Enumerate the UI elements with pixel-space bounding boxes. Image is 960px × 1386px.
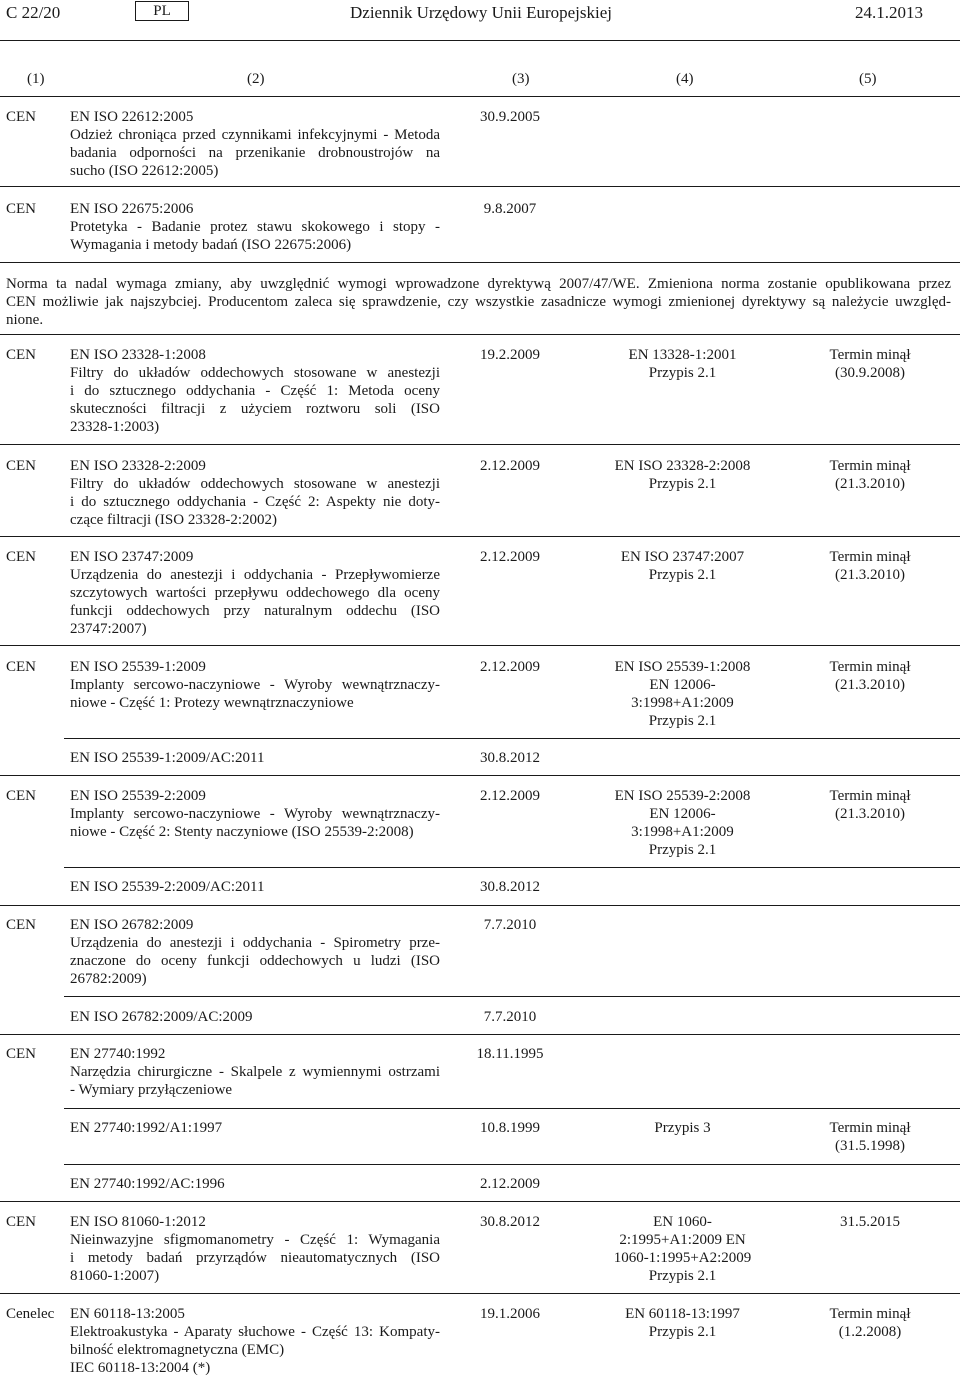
superseded-line: EN 1060- — [653, 1214, 712, 1230]
standard-reference: EN ISO 25539-2:2009/AC:2011 — [70, 879, 265, 895]
cessation-line: Termin minął — [829, 1306, 911, 1322]
organisation-cell: CEN — [6, 1214, 36, 1230]
standard-title-line: Elektroakustyka - Aparaty słuchowe - Część 13: Kompaty- — [70, 1324, 440, 1340]
organisation-cell: CEN — [6, 549, 36, 565]
table-rule — [64, 1108, 960, 1109]
standard-reference: EN 27740:1992 — [70, 1046, 166, 1062]
superseded-line: 2:1995+A1:2009 EN — [619, 1232, 746, 1248]
standard-reference: EN ISO 22612:2005 — [70, 109, 194, 125]
superseded-line: Przypis 3 — [654, 1120, 711, 1136]
table-rule — [0, 905, 960, 906]
superseded-line: Przypis 2.1 — [648, 1324, 717, 1340]
table-rule — [0, 262, 960, 263]
publication-date-cell: 18.11.1995 — [476, 1046, 544, 1062]
standard-cell — [70, 916, 440, 988]
standard-reference: EN ISO 81060-1:2012 — [70, 1214, 206, 1230]
standard-cell — [70, 749, 440, 767]
organisation-cell: CEN — [6, 458, 36, 474]
standard-title-line: sucho (ISO 22612:2005) — [70, 163, 219, 179]
standard-title-line: badania odporności na przenikanie drobnoustrojów na — [70, 145, 440, 161]
superseded-line: Przypis 2.1 — [648, 713, 717, 729]
superseded-line: EN 12006- — [649, 677, 716, 693]
table-rule — [0, 96, 960, 97]
standard-reference: EN ISO 23747:2009 — [70, 549, 194, 565]
superseded-line: Przypis 2.1 — [648, 1268, 717, 1284]
standard-title-line: Wymagania i metody badań (ISO 22675:2006) — [70, 237, 352, 253]
organisation-cell: Cenelec — [6, 1306, 55, 1322]
superseded-standard-cell — [580, 658, 785, 730]
cessation-line: (21.3.2010) — [835, 806, 905, 822]
table-rule — [0, 444, 960, 445]
superseded-standard-cell — [580, 457, 785, 493]
standard-title-line: i do sztucznego oddychania - Część 2: Aspekty nie doty- — [70, 494, 440, 510]
note-line: Norma ta nadal wymaga zmiany, aby uwzględnić wymogi wprowadzone dyrektywą 2007/47/WE. Zmieniona norma zostanie opublikowana przez — [6, 276, 951, 292]
standard-reference: EN ISO 25539-1:2009/AC:2011 — [70, 750, 265, 766]
cessation-line: Termin minął — [829, 549, 911, 565]
standard-reference: EN ISO 22675:2006 — [70, 201, 194, 217]
organisation-cell: CEN — [6, 1046, 36, 1062]
publication-date-cell: 10.8.1999 — [480, 1120, 540, 1136]
table-rule — [0, 645, 960, 646]
table-rule — [0, 1293, 960, 1294]
column-heading-1: (1) — [27, 71, 45, 87]
organisation-cell: CEN — [6, 109, 36, 125]
standard-title-line: Narzędzia chirurgiczne - Skalpele z wymiennymi ostrzami — [70, 1064, 440, 1080]
cessation-line: (21.3.2010) — [835, 677, 905, 693]
standard-title-line: - Wymiary przyłączeniowe — [70, 1082, 233, 1098]
standard-cell — [70, 1045, 440, 1099]
publication-date-cell: 7.7.2010 — [483, 1009, 537, 1025]
superseded-line: Przypis 2.1 — [648, 567, 717, 583]
standard-reference: EN 60118-13:2005 — [70, 1306, 185, 1322]
cessation-date-cell — [790, 346, 950, 382]
standard-title-line: Urządzenia do anestezji i oddychania - Spirometry prze- — [70, 935, 440, 951]
standard-title-line: i do sztucznego oddychania - Część 1: Metoda oceny — [70, 383, 440, 399]
table-rule — [0, 775, 960, 776]
superseded-line: EN ISO 25539-2:2008 — [614, 788, 751, 804]
journal-title: Dziennik Urzędowy Unii Europejskiej — [350, 3, 613, 22]
superseded-line: EN 12006- — [649, 806, 716, 822]
standard-cell — [70, 1213, 440, 1285]
standard-title-line: bilność elektromagnetyczna (EMC) — [70, 1342, 285, 1358]
superseded-line: Przypis 2.1 — [648, 842, 717, 858]
standard-reference: EN ISO 26782:2009 — [70, 917, 194, 933]
standard-cell — [70, 200, 440, 254]
standard-title-line: szczytowych wartości przepływu oddechowego dla oceny — [70, 585, 440, 601]
column-heading-4: (4) — [676, 71, 694, 87]
publication-date-cell: 19.1.2006 — [480, 1306, 540, 1322]
cessation-line: (31.5.1998) — [835, 1138, 905, 1154]
standard-reference: EN ISO 23328-2:2009 — [70, 458, 206, 474]
cessation-line: (1.2.2008) — [838, 1324, 902, 1340]
superseded-line: EN ISO 23328-2:2008 — [614, 458, 751, 474]
standard-cell — [70, 108, 440, 180]
standard-cell — [70, 548, 440, 638]
standard-title-line: skuteczności filtracji z użyciem roztworu soli (ISO — [70, 401, 440, 417]
publication-date-cell: 9.8.2007 — [483, 201, 537, 217]
standard-title-line: Implanty sercowo-naczyniowe - Wyroby wewnątrznaczy- — [70, 806, 440, 822]
superseded-standard-cell — [580, 1119, 785, 1137]
superseded-standard-cell — [580, 346, 785, 382]
superseded-line: EN 13328-1:2001 — [628, 347, 737, 363]
standard-cell — [70, 1305, 440, 1377]
organisation-cell: CEN — [6, 917, 36, 933]
cessation-date-cell — [790, 787, 950, 823]
table-rule — [0, 334, 960, 335]
superseded-line: EN ISO 23747:2007 — [620, 549, 745, 565]
table-rule — [0, 1034, 960, 1035]
column-heading-2: (2) — [247, 71, 265, 87]
standard-reference: EN ISO 25539-2:2009 — [70, 788, 206, 804]
standard-title-line: 23747:2007) — [70, 621, 147, 637]
standard-reference: EN ISO 26782:2009/AC:2009 — [70, 1009, 253, 1025]
standard-reference: EN 27740:1992/A1:1997 — [70, 1120, 223, 1136]
standard-title-line: i metody badań przyrządów nieautomatycznych (ISO — [70, 1250, 440, 1266]
standard-title-line: niowe - Część 2: Stenty naczyniowe (ISO 25539-2:2008) — [70, 824, 414, 840]
cessation-line: Termin minął — [829, 1120, 911, 1136]
publication-date-cell: 2.12.2009 — [480, 549, 540, 565]
superseded-line: EN 60118-13:1997 — [625, 1306, 740, 1322]
standard-cell — [70, 658, 440, 712]
standard-reference: EN ISO 23328-1:2008 — [70, 347, 206, 363]
standard-reference: EN ISO 25539-1:2009 — [70, 659, 206, 675]
standard-title-line: Filtry do układów oddechowych stosowane w anestezji — [70, 365, 440, 381]
table-rule — [0, 1201, 960, 1202]
issue-date: 24.1.2013 — [855, 3, 923, 22]
standard-title-line: Odzież chroniąca przed czynnikami infekcyjnymi - Metoda — [70, 127, 440, 143]
superseded-line: 1060-1:1995+A2:2009 — [613, 1250, 752, 1266]
standard-cell — [70, 787, 440, 841]
publication-date-cell: 2.12.2009 — [480, 788, 540, 804]
superseded-line: Przypis 2.1 — [648, 365, 717, 381]
note-line: CEN możliwie jak najszybciej. Producentom zaleca się sprawdzenie, czy wszystkie zasadnicze wymogi zmienionej dyrektywy są należycie uwzględ- — [6, 294, 951, 310]
publication-date-cell: 30.8.2012 — [480, 879, 540, 895]
publication-date-cell: 7.7.2010 — [483, 917, 537, 933]
cessation-date-cell — [790, 457, 950, 493]
standard-title-line: 23328-1:2003) — [70, 419, 160, 435]
standard-title-line: znaczone do oceny funkcji oddechowych u ludzi (ISO — [70, 953, 440, 969]
cessation-line: 31.5.2015 — [840, 1214, 900, 1230]
cessation-date-cell — [790, 1119, 950, 1155]
cessation-line: Termin minął — [829, 347, 911, 363]
superseded-line: 3:1998+A1:2009 — [631, 824, 734, 840]
publication-date-cell: 2.12.2009 — [480, 659, 540, 675]
header-rule — [0, 40, 960, 41]
publication-date-cell: 2.12.2009 — [480, 1176, 540, 1192]
standard-title-line: 81060-1:2007) — [70, 1268, 160, 1284]
standard-cell — [70, 457, 440, 529]
standard-cell — [70, 1175, 440, 1193]
page-header — [0, 0, 960, 30]
table-rule — [64, 1164, 960, 1165]
superseded-line: Przypis 2.1 — [648, 476, 717, 492]
standard-title-line: funkcji oddechowych przy naturalnym oddechu (ISO — [70, 603, 440, 619]
note-paragraph — [6, 275, 951, 329]
standard-cell — [70, 346, 440, 436]
standard-cell — [70, 878, 440, 896]
superseded-standard-cell — [580, 548, 785, 584]
organisation-cell: CEN — [6, 201, 36, 217]
publication-date-cell: 19.2.2009 — [480, 347, 540, 363]
standard-title-line: Protetyka - Badanie protez stawu skokowego i stopy - — [70, 219, 440, 235]
standard-title-line: Urządzenia do anestezji i oddychania - Przepływomierze — [70, 567, 440, 583]
cessation-date-cell — [790, 658, 950, 694]
superseded-standard-cell — [580, 1213, 785, 1285]
table-rule — [64, 738, 960, 739]
table-rule — [0, 186, 960, 187]
organisation-cell: CEN — [6, 788, 36, 804]
superseded-line: EN ISO 25539-1:2008 — [614, 659, 751, 675]
standard-title-line: niowe - Część 1: Protezy wewnątrznaczyniowe — [70, 695, 354, 711]
cessation-line: Termin minął — [829, 788, 911, 804]
cessation-line: (21.3.2010) — [835, 476, 905, 492]
cessation-date-cell — [790, 548, 950, 584]
organisation-cell: CEN — [6, 347, 36, 363]
cessation-date-cell — [790, 1305, 950, 1341]
publication-date-cell: 2.12.2009 — [480, 458, 540, 474]
standard-title-line: Nieinwazyjne sfigmomanometry - Część 1: Wymagania — [70, 1232, 440, 1248]
language-badge: PL — [135, 1, 189, 21]
cessation-date-cell — [790, 1213, 950, 1231]
cessation-line: Termin minął — [829, 659, 911, 675]
table-rule — [64, 996, 960, 997]
standard-cell — [70, 1119, 440, 1137]
standard-title-line: Implanty sercowo-naczyniowe - Wyroby wewnątrznaczy- — [70, 677, 440, 693]
cessation-line: (21.3.2010) — [835, 567, 905, 583]
superseded-standard-cell — [580, 1305, 785, 1341]
column-heading-3: (3) — [512, 71, 530, 87]
publication-date-cell: 30.9.2005 — [480, 109, 540, 125]
cessation-line: (30.9.2008) — [835, 365, 905, 381]
organisation-cell: CEN — [6, 659, 36, 675]
standard-reference: EN 27740:1992/AC:1996 — [70, 1176, 225, 1192]
standard-title-line: 26782:2009) — [70, 971, 147, 987]
standard-title-line: czące filtracji (ISO 23328-2:2002) — [70, 512, 278, 528]
note-line: nione. — [6, 312, 44, 328]
superseded-line: 3:1998+A1:2009 — [631, 695, 734, 711]
column-heading-5: (5) — [859, 71, 877, 87]
page-number: C 22/20 — [6, 3, 61, 22]
standard-title-line: Filtry do układów oddechowych stosowane w anestezji — [70, 476, 440, 492]
table-rule — [0, 536, 960, 537]
superseded-standard-cell — [580, 787, 785, 859]
publication-date-cell: 30.8.2012 — [480, 1214, 540, 1230]
table-rule — [64, 867, 960, 868]
publication-date-cell: 30.8.2012 — [480, 750, 540, 766]
standard-title-line: IEC 60118-13:2004 (*) — [70, 1360, 211, 1376]
cessation-line: Termin minął — [829, 458, 911, 474]
standard-cell — [70, 1008, 440, 1026]
